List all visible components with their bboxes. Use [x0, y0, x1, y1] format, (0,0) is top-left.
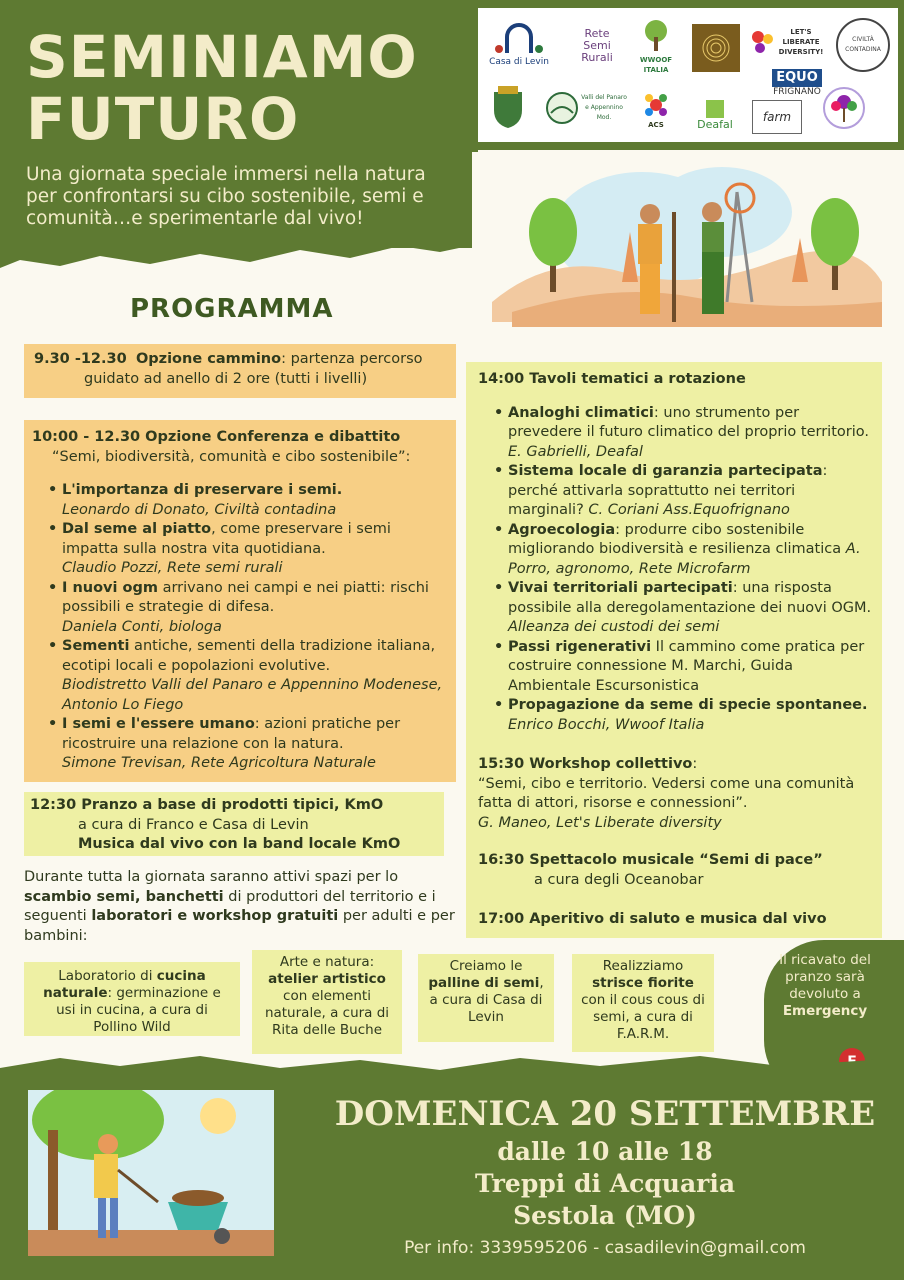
title-line-1: SEMINIAMO: [26, 23, 418, 91]
logo-acs: [636, 86, 676, 134]
event-info[interactable]: Per info: 3339595206 - casadilevin@gmail.com: [404, 1238, 806, 1258]
logo-fingerprint: [692, 24, 740, 72]
pranzo-line1: 12:30 Pranzo a base di prodotti tipici, KmO: [30, 797, 384, 813]
conferenza-item: • Sementi antiche, sementi della tradizione italiana, ecotipi locali e popolazioni evolutive. Biodistretto Valli del Panaro e Appennino Modenese, Antonio Lo Fiego: [48, 637, 448, 715]
farmers-illustration: [472, 152, 894, 332]
pomeriggio-box: [466, 362, 882, 938]
logo-rete-semi-rurali: [566, 22, 628, 70]
tavoli-item: • Propagazione da seme di specie spontanee. Enrico Bocchi, Wwoof Italia: [494, 696, 874, 735]
tavoli-item: • Vivai territoriali partecipati: una risposta possibile alla deregolamentazione dei nuovi OGM. Alleanza dei custodi dei semi: [494, 579, 874, 638]
programma-heading: PROGRAMMA: [130, 294, 334, 324]
gardener-illustration: [28, 1090, 274, 1256]
logo-frignano-label: FRIGNANO: [773, 87, 821, 97]
tavoli-item: • Analoghi climatici: uno strumento per prevedere il futuro climatico del proprio territorio. E. Gabrielli, Deafal: [494, 404, 874, 463]
page-title: [26, 23, 418, 153]
lab-box-atelier: Arte e natura: atelier artistico con elementi naturale, a cura di Rita delle Buche: [252, 950, 402, 1054]
lab-box-strisce: Realizziamo strisce fiorite con il cous cous di semi, a cura di F.A.R.M.: [572, 954, 714, 1052]
workshop-title: 15:30 Workshop collettivo: [478, 756, 693, 772]
logo-deafal: [690, 92, 740, 136]
tavoli-item: • Agroecologia: produrre cibo sostenibile migliorando biodiversità e resilienza climatica A. Porro, agronomo, Rete Microfarm: [494, 521, 874, 580]
pranzo-box: [24, 792, 444, 856]
conferenza-item: • I semi e l'essere umano: azioni pratiche per ricostruire una relazione con la natura. Simone Trevisan, Rete Agricoltura Naturale: [48, 715, 448, 774]
lab-box-palline: Creiamo le palline di semi, a cura di Casa di Levin: [418, 954, 554, 1042]
logo-rete-semi-rurali-label: Rete Semi Rurali: [581, 27, 613, 64]
conferenza-item: • Dal seme al piatto, come preservare i semi impatta sulla nostra vita quotidiana. Claudio Pozzi, Rete semi rurali: [48, 520, 448, 579]
durante-text: Durante tutta la giornata saranno attivi spazi per lo scambio semi, banchetti di produttori del territorio e i seguenti laboratori e workshop gratuiti per adulti e per bambini:: [24, 869, 455, 944]
logo-lets-liberate-label: LET'S LIBERATE DIVERSITY!: [778, 28, 824, 56]
spettacolo-title: 16:30 Spettacolo musicale “Semi di pace”: [478, 852, 823, 868]
tavoli-title: 14:00 Tavoli tematici a rotazione: [478, 371, 746, 387]
logo-biodistretto-label: Valli del Panaro e Appennino Mod.: [581, 94, 627, 121]
tavoli-item: • Sistema locale di garanzia partecipata: perché attivarla soprattutto nei territori marginali? C. Coriani Ass.Equofrignano: [494, 462, 874, 521]
cammino-text: : partenza percorso: [281, 351, 423, 367]
cammino-time: 9.30 -12.30: [34, 351, 127, 367]
cammino-title: Opzione cammino: [135, 351, 282, 367]
logo-wwoof-label: WWOOF ITALIA: [639, 56, 673, 74]
cammino-text2: guidato ad anello di 2 ore (tutti i livelli): [84, 370, 368, 387]
logo-wwoof: [634, 18, 678, 76]
logo-equo-label: EQUO: [772, 69, 822, 87]
logo-farm-label: farm: [762, 110, 792, 124]
logo-tree-people: [820, 84, 868, 132]
spettacolo-text: a cura degli Oceanobar: [534, 871, 704, 888]
logo-deafal-label: Deafal: [697, 118, 733, 131]
logo-biodistretto: [542, 88, 632, 128]
conferenza-subtitle: “Semi, biodiversità, comunità e cibo sostenibile”:: [52, 448, 411, 465]
title-line-2: FUTURO: [26, 85, 300, 153]
logo-casa-di-levin-label: Casa di Levin: [489, 57, 549, 67]
conferenza-box: [24, 420, 456, 782]
logo-comune-crest: [488, 82, 528, 132]
logo-farm: [752, 100, 802, 134]
logo-lets-liberate: [748, 22, 828, 62]
conferenza-item: • I nuovi ogm arrivano nei campi e nei piatti: rischi possibili e strategie di difesa. Daniela Conti, biologa: [48, 579, 448, 638]
tavoli-item: • Passi rigenerativi Il cammino come pratica per costruire connessione M. Marchi, Guida Ambientale Escursonistica: [494, 638, 874, 697]
page-subtitle: Una giornata speciale immersi nella natura per confrontarsi su cibo sostenibile, semi e comunità…e sperimentarle dal vivo!: [26, 164, 426, 229]
workshop-text: “Semi, cibo e territorio. Vedersi come una comunità fatta di attori, risorse e connessioni”.: [478, 775, 855, 811]
workshop-author: G. Maneo, Let's Liberate diversity: [478, 814, 722, 831]
logo-acs-label: ACS: [648, 121, 664, 129]
spettacolo-block: [478, 851, 874, 890]
logo-civilta-contadina: [836, 18, 890, 72]
workshop-block: 15:30 Workshop collettivo: “Semi, cibo e territorio. Vedersi come una comunità fatta di attori, risorse e connessioni”. G. Maneo, Let's Liberate diversity: [478, 755, 874, 833]
aperitivo-title: 17:00 Aperitivo di saluto e musica dal vivo: [478, 911, 827, 927]
tavoli-list: [478, 404, 874, 736]
logo-casa-di-levin: [484, 18, 554, 72]
conferenza-item: • L'importanza di preservare i semi. Leonardo di Donato, Civiltà contadina: [48, 481, 448, 520]
conferenza-title: 10:00 - 12.30 Opzione Conferenza e dibattito: [32, 429, 401, 445]
event-hours: dalle 10 alle 18: [497, 1137, 713, 1166]
event-place-1: Treppi di Acquaria: [474, 1169, 736, 1198]
pranzo-line3: Musica dal vivo con la band locale KmO: [78, 836, 401, 852]
event-place-2: Sestola (MO): [513, 1201, 697, 1230]
header-torn-edge: [0, 240, 478, 270]
event-date: DOMENICA 20 SETTEMBRE: [334, 1094, 876, 1134]
pranzo-line2: a cura di Franco e Casa di Levin: [78, 816, 309, 833]
emergency-text: Il ricavato del pranzo sarà devoluto a Emergency: [779, 952, 871, 1019]
cammino-line1: [34, 350, 448, 370]
logo-civilta-label: CIVILTÀ CONTADINA: [845, 36, 881, 53]
lab-box-cucina: Laboratorio di cucina naturale: germinazione e usi in cucina, a cura di Pollino Wild: [24, 962, 240, 1036]
conferenza-list: [32, 481, 448, 774]
cammino-box: [24, 344, 456, 398]
